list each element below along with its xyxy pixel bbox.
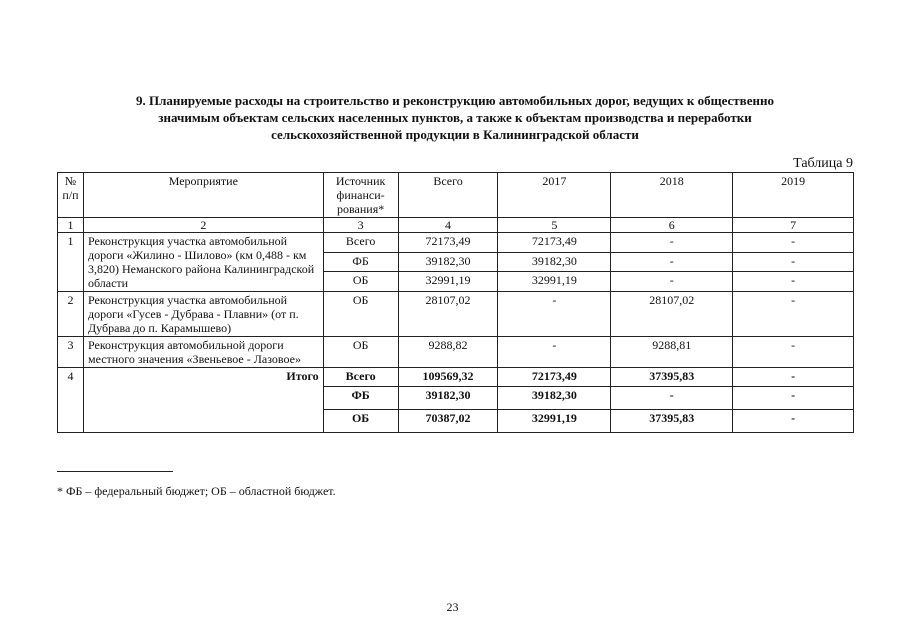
row-source: ФБ <box>323 252 398 272</box>
table-row <box>58 292 854 337</box>
row-total: 72173,49 <box>398 233 498 253</box>
header-2017: 2017 <box>498 173 611 218</box>
total-source: ОБ <box>323 410 398 433</box>
row-num: 2 <box>58 292 84 337</box>
row-2018: 9288,81 <box>611 337 733 368</box>
total-total: 70387,02 <box>398 410 498 433</box>
row-num: 1 <box>58 233 84 292</box>
header-row <box>58 173 854 218</box>
row-total: 39182,30 <box>398 252 498 272</box>
row-2019: - <box>733 233 854 253</box>
row-2019: - <box>733 337 854 368</box>
total-2017: 32991,19 <box>498 410 611 433</box>
row-2019: - <box>733 252 854 272</box>
footnote-divider <box>57 471 173 472</box>
column-number: 1 <box>58 218 84 233</box>
row-2019: - <box>733 272 854 292</box>
total-2019: - <box>733 410 854 433</box>
row-2017: - <box>498 337 611 368</box>
column-number: 7 <box>733 218 854 233</box>
table-row <box>58 337 854 368</box>
total-source: Всего <box>323 368 398 387</box>
row-source: ОБ <box>323 292 398 337</box>
header-num: № п/п <box>58 173 84 218</box>
row-num: 3 <box>58 337 84 368</box>
column-number: 4 <box>398 218 498 233</box>
row-source: ОБ <box>323 272 398 292</box>
expenses-table <box>57 172 854 433</box>
row-2017: 72173,49 <box>498 233 611 253</box>
row-total: 9288,82 <box>398 337 498 368</box>
row-2017: 32991,19 <box>498 272 611 292</box>
row-total: 28107,02 <box>398 292 498 337</box>
column-number: 5 <box>498 218 611 233</box>
row-2018: - <box>611 233 733 253</box>
total-source: ФБ <box>323 387 398 410</box>
row-total: 32991,19 <box>398 272 498 292</box>
total-2018: - <box>611 387 733 410</box>
row-activity: Реконструкция автомобильной дороги местного значения «Звеньевое - Лазовое» <box>83 337 323 368</box>
column-number: 2 <box>83 218 323 233</box>
total-2017: 72173,49 <box>498 368 611 387</box>
row-2017: - <box>498 292 611 337</box>
row-2019: - <box>733 292 854 337</box>
header-2018: 2018 <box>611 173 733 218</box>
table-row <box>58 233 854 253</box>
total-total: 109569,32 <box>398 368 498 387</box>
header-total: Всего <box>398 173 498 218</box>
header-source: Источник финанси-рования* <box>323 173 398 218</box>
header-activity: Мероприятие <box>83 173 323 218</box>
header-2019: 2019 <box>733 173 854 218</box>
total-row <box>58 368 854 387</box>
row-2018: - <box>611 272 733 292</box>
row-2017: 39182,30 <box>498 252 611 272</box>
total-2019: - <box>733 387 854 410</box>
heading-line: значимым объектам сельских населенных пунктов, а также к объектам производства и переработки <box>158 110 752 125</box>
row-source: ОБ <box>323 337 398 368</box>
row-source: Всего <box>323 233 398 253</box>
heading-line: сельскохозяйственной продукции в Калининградской области <box>271 127 639 142</box>
row-activity: Реконструкция участка автомобильной дороги «Гусев - Дубрава - Плавни» (от п. Дубрава до п. Карамышево) <box>83 292 323 337</box>
column-number: 6 <box>611 218 733 233</box>
page-number: 23 <box>446 600 459 614</box>
table-caption: Таблица 9 <box>793 156 853 171</box>
total-2018: 37395,83 <box>611 410 733 433</box>
heading-line: 9. Планируемые расходы на строительство и реконструкцию автомобильных дорог, ведущих к общественно <box>136 93 774 108</box>
total-label: Итого <box>83 368 323 433</box>
row-2018: - <box>611 252 733 272</box>
total-num: 4 <box>58 368 84 433</box>
total-2019: - <box>733 368 854 387</box>
total-2017: 39182,30 <box>498 387 611 410</box>
row-activity: Реконструкция участка автомобильной дороги «Жилино - Шилово» (км 0,488 - км 3,820) Неманского района Калининградской области <box>83 233 323 292</box>
row-2018: 28107,02 <box>611 292 733 337</box>
section-heading <box>60 92 850 143</box>
column-number: 3 <box>323 218 398 233</box>
column-number-row <box>58 218 854 233</box>
total-total: 39182,30 <box>398 387 498 410</box>
footnote: * ФБ – федеральный бюджет; ОБ – областной бюджет. <box>57 484 336 498</box>
total-2018: 37395,83 <box>611 368 733 387</box>
